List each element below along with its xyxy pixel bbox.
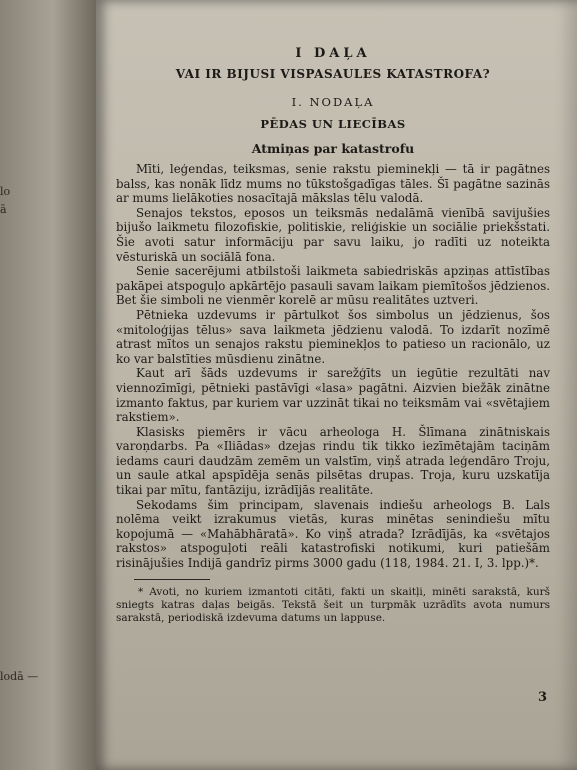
- left-page-text-fragment: lo: [0, 185, 11, 198]
- left-page-edge: [0, 0, 96, 770]
- left-page-text-fragment: ā: [0, 203, 7, 216]
- body-paragraph: Senie sacerējumi atbilstoši laikmeta sabiedriskās apziņas attīstības pakāpei atspoguļo apkārtējo pasauli savam laikam piemītošos jēdzienos. Bet šie simboli ne vienmēr korelē ar mūsu realitātes uztveri.: [116, 264, 550, 308]
- body-paragraph: Kaut arī šāds uzdevums ir sarežģīts un iegūtie rezultāti nav viennozīmīgi, pētnieki pastāvīgi «lasa» pagātni. Aizvien biežāk zinātne izmanto faktus, par kuriem var uzzināt tikai no teiksmām vai «svētajiem rakstiem».: [116, 366, 550, 425]
- chapter-title: PĒDAS UN LIECĪBAS: [260, 117, 406, 131]
- left-page-text-fragment: lodā —: [0, 670, 39, 683]
- footnote-divider: [134, 579, 210, 580]
- body-paragraph: Pētnieka uzdevums ir pārtulkot šos simbolus un jēdzienus, šos «mitoloģijas tēlus» sava laikmeta jēdzienu valodā. To izdarīt nozīmē atrast mītos un senajos rakstu pieminekļos to patieso un racionālo, uz ko var balstīties mūsdienu zinātne.: [116, 307, 550, 366]
- footnote: * Avoti, no kuriem izmantoti citāti, fakti un skaitļi, minēti sarakstā, kurš sniegts katras daļas beigās. Tekstā šeit un turpmāk uzrādīts avota numurs sarakstā, periodiskā izdevuma datums un lappuse.: [116, 585, 550, 625]
- body-paragraph: Mīti, leģendas, teiksmas, senie rakstu pieminekļi — tā ir pagātnes balss, kas nonāk līdz mums no tūkstošgadīgas tāles. Šī pagātne sazinās ar mums lielākoties nosacītajā mākslas tēlu valodā.: [116, 162, 550, 206]
- page-content: [116, 46, 550, 625]
- body-paragraph: Senajos tekstos, eposos un teiksmās nedalāmā vienībā savijušies bijušo laikmetu filozofiskie, politiskie, reliģiskie un sociālie priekšstati. Šie avoti satur informāciju par savu laiku, jo radīti uz noteikta vēsturiskā un sociālā fona.: [116, 205, 550, 264]
- body-paragraph: Klasisks piemērs ir vācu arheologa H. Šlīmana zinātniskais varoņdarbs. Pa «Iliādas» dzejas rindu tik tikko iezīmētajām taciņām iedams cauri daudzām zemēm un valstīm, viņš atrada leģendāro Troju, un saule atkal apspīdēja senās pilsētas drupas. Troja, kuru uzskatīja tikai par mītu, fantāziju, izrādījās realitāte.: [116, 424, 550, 498]
- section-title: Atmiņas par katastrofu: [251, 141, 415, 156]
- part-title: VAI IR BIJUSI VISPASAULES KATASTROFA?: [175, 67, 491, 81]
- part-heading: I DAĻA: [295, 46, 371, 61]
- book-page: [96, 0, 577, 770]
- page-number: 3: [537, 690, 547, 705]
- chapter-heading: I. NODAĻA: [291, 95, 375, 109]
- body-paragraph: Sekodams šim principam, slavenais indiešu arheologs B. Lals nolēma veikt izrakumus vietās, kuras minētas senindiešu mītu kopojumā — «Mahābhāratā». Ko viņš atrada? Izrādījās, ka «svētajos rakstos» atspoguļoti reāli katastrofiski notikumi, kuri patiešām risinājušies Indijā gandrīz pirms 3000 gadu (118, 1984. 21. I, 3. lpp.)*.: [116, 497, 550, 571]
